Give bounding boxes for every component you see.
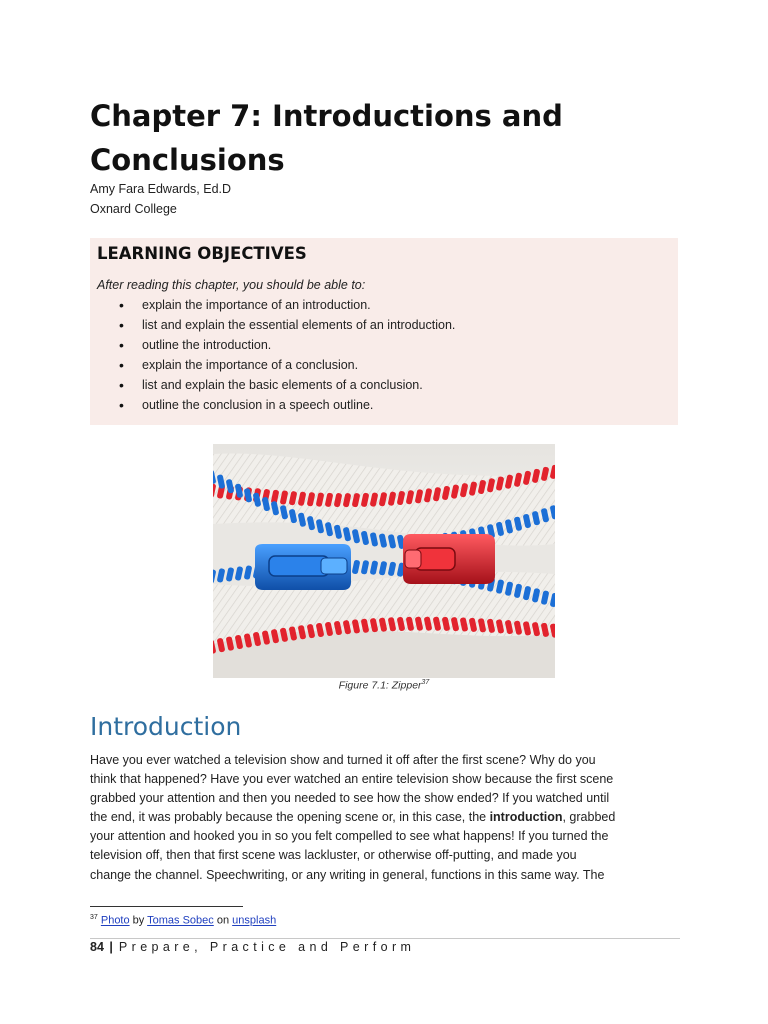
footnote-number: 37 (90, 914, 98, 921)
photographer-link[interactable]: Tomas Sobec (147, 914, 214, 927)
book-title: Prepare, Practice and Perform (118, 940, 416, 954)
section-heading-introduction: Introduction (90, 712, 242, 741)
photo-link[interactable]: Photo (100, 914, 130, 927)
paragraph-line: Have you ever watched a television show and turned it off after the first scene? Why do you (90, 753, 596, 767)
bold-term-introduction: introduction (489, 810, 563, 825)
text-run: , grabbed (562, 810, 616, 825)
paragraph-line: grabbed your attention and then you needed to see how the show ended? If you watched until (90, 791, 610, 806)
paragraph-line: your attention and hooked you in so you felt compelled to see what happens! If you turned the (90, 829, 609, 844)
learning-objectives-box (90, 238, 678, 425)
page-footer (90, 940, 415, 954)
author-institution: Oxnard College (90, 202, 177, 216)
objective-item: • outline the introduction. (90, 338, 455, 358)
caption-footnote-ref[interactable]: 37 (421, 679, 430, 686)
objectives-heading: LEARNING OBJECTIVES (97, 244, 307, 263)
unsplash-link[interactable]: unsplash (232, 914, 277, 927)
paragraph-line (90, 808, 690, 827)
paragraph-line: think that happened? Have you ever watched an entire television show because the first scene (90, 772, 614, 787)
caption-text: Figure 7.1: Zipper (338, 679, 422, 692)
paragraph-line: television off, then that first scene was lackluster, or otherwise off-putting, and made you (90, 848, 577, 863)
objectives-intro: After reading this chapter, you should be able to: (97, 278, 366, 292)
footnote-divider (90, 906, 243, 907)
footnote-text: on (213, 914, 233, 927)
objectives-list (90, 298, 455, 418)
footnote-37 (90, 914, 276, 927)
objective-item: • explain the importance of a conclusion. (90, 358, 455, 378)
objective-item: • outline the conclusion in a speech outline. (90, 398, 455, 418)
objective-item: • list and explain the basic elements of a conclusion. (90, 378, 455, 398)
introduction-paragraph (90, 751, 690, 885)
footer-divider (90, 938, 680, 939)
footnote-text: by (129, 914, 148, 927)
figure-caption (213, 679, 555, 692)
text-run: the end, it was probably because the opening scene or, in this case, the (90, 810, 490, 825)
chapter-title: Chapter 7: Introductions and Conclusions (90, 99, 563, 177)
objective-item: • list and explain the essential elements of an introduction. (90, 318, 455, 338)
footer-separator: | (109, 940, 113, 954)
objective-item: • explain the importance of an introduction. (90, 298, 455, 318)
page-number: 84 (90, 940, 104, 954)
zipper-photo (213, 444, 555, 678)
paragraph-line: change the channel. Speechwriting, or any writing in general, functions in this same way. The (90, 867, 605, 882)
author-name: Amy Fara Edwards, Ed.D (90, 182, 232, 196)
